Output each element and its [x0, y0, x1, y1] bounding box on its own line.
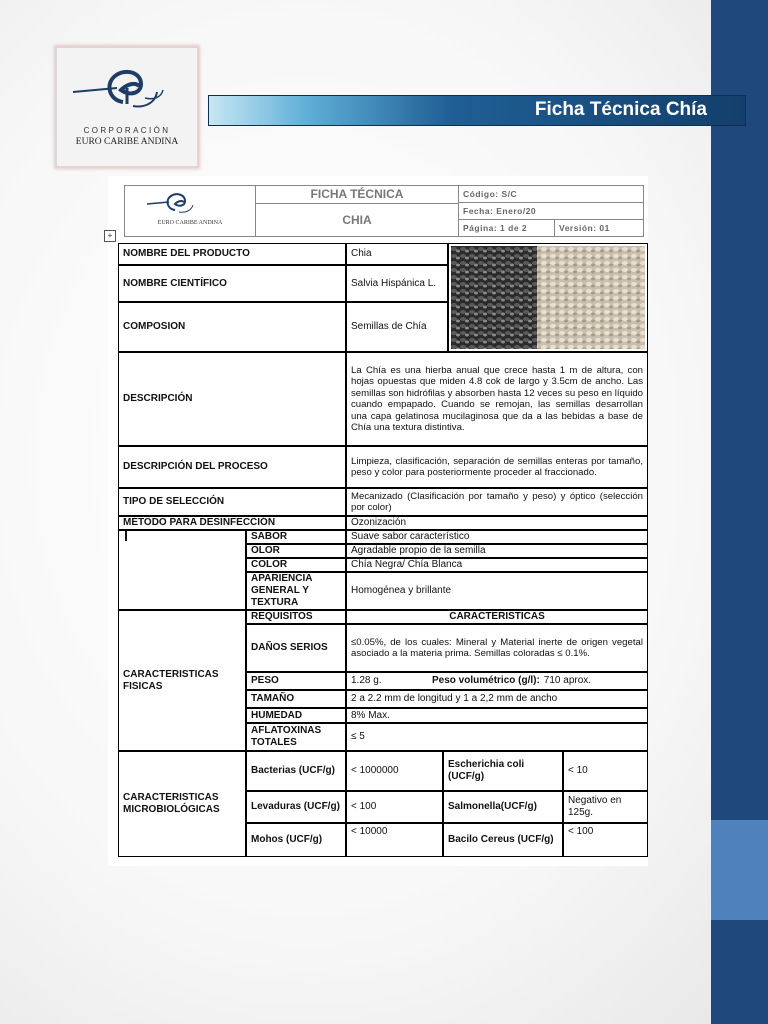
peso-label: PESO: [246, 672, 346, 690]
version-text: Versión: 01: [554, 220, 610, 236]
table-move-handle-icon[interactable]: +: [104, 230, 116, 242]
text-cursor: [125, 531, 127, 541]
spec-table: [118, 243, 648, 857]
logo-text-line1: CORPORACIÓN: [83, 126, 171, 135]
document-header: [124, 185, 644, 237]
micro-label: CARACTERISTICAS MICROBIOLÓGICAS: [118, 751, 246, 857]
header-product: CHIA: [342, 213, 372, 227]
requisitos-label: REQUISITOS: [246, 610, 346, 624]
header-logo-icon: [125, 186, 255, 236]
caracteristicas-label: CARACTERISTICAS: [346, 610, 648, 624]
composion-value: Semillas de Chía: [346, 302, 448, 352]
sensory-blank-cell: [118, 530, 246, 610]
levaduras-value: < 100: [346, 791, 443, 823]
proceso-label: DESCRIPCIÓN DEL PROCESO: [118, 446, 346, 488]
chia-seeds-image: [451, 246, 645, 349]
header-fecha: [459, 203, 643, 220]
seleccion-label: TIPO DE SELECCIÓN: [118, 488, 346, 516]
sabor-value: Suave sabor característico: [346, 530, 648, 544]
tamano-value: 2 a 2.2 mm de longitud y 1 a 2,2 mm de ancho: [346, 690, 648, 708]
sabor-label: SABOR: [246, 530, 346, 544]
aflatoxinas-value: ≤ 5: [346, 723, 648, 751]
fisicas-label: CARACTERISTICAS FISICAS: [118, 610, 246, 751]
logo-mark-icon: [57, 48, 197, 126]
salmonella-value: Negativo en 125g.: [563, 791, 648, 823]
header-title-block: [256, 186, 459, 236]
logo-text-line2: EURO CARIBE ANDINA: [75, 137, 179, 147]
company-logo: [56, 47, 198, 167]
olor-label: OLOR: [246, 544, 346, 558]
descripcion-label: DESCRIPCIÓN: [118, 352, 346, 446]
metodo-label: MÉTODO PARA DESINFECCIÓN: [118, 516, 346, 530]
escherichia-label: Escherichia coli (UCF/g): [443, 751, 563, 791]
escherichia-value: < 10: [563, 751, 648, 791]
aflatoxinas-label: AFLATOXINAS TOTALES: [246, 723, 346, 751]
bacilo-label: Bacilo Cereus (UCF/g): [443, 823, 563, 857]
pagina-text: Página: 1 de 2: [463, 223, 528, 233]
header-logo-text: EURO CARIBE ANDINA: [157, 220, 223, 226]
danos-value: ≤0.05%, de los cuales: Mineral y Material inerte de origen vegetal asociado a la materia prima. Semillas coloradas ≤ 0.1%.: [346, 624, 648, 672]
descripcion-value: La Chía es una hierba anual que crece hasta 1 m de altura, con hojas opuestas que miden 4.8 cok de largo y 3.5cm de ancho. Las semillas son hidrófilas y absorben hasta 12 veces su peso en líquido cuando empapado. Cuando se remojan, las semillas desarrollan una capa gelatinosa mucilaginosa que da a las bebidas a base de Chía una textura distintiva.: [346, 352, 648, 446]
metodo-value: Ozonización: [346, 516, 648, 530]
sidebar-decoration-light: [711, 820, 768, 920]
header-logo: [125, 186, 256, 236]
proceso-value: Limpieza, clasificación, separación de semillas enteras por tamaño, peso y color para posteriormente proceder al fraccionado.: [346, 446, 648, 488]
cientifico-label: NOMBRE CIENTÍFICO: [118, 265, 346, 302]
mohos-value: < 10000: [346, 823, 443, 857]
apariencia-value: Homogénea y brillante: [346, 572, 648, 610]
seleccion-value: Mecanizado (Clasificación por tamaño y peso) y óptico (selección por color): [346, 488, 648, 516]
bacilo-value: < 100: [563, 823, 648, 857]
bacterias-value: < 1000000: [346, 751, 443, 791]
apariencia-label: APARIENCIA GENERAL Y TEXTURA: [246, 572, 346, 610]
nombre-value: Chia: [346, 243, 448, 265]
peso-row: [346, 672, 648, 690]
page-title: Ficha Técnica Chía: [534, 99, 707, 120]
fecha-text: Fecha: Enero/20: [463, 206, 537, 216]
humedad-value: 8% Max.: [346, 708, 648, 723]
mohos-label: Mohos (UCF/g): [246, 823, 346, 857]
chia-seed-photo: [448, 243, 648, 352]
header-pagina: [459, 220, 643, 236]
title-bar: [208, 95, 746, 126]
bacterias-label: Bacterias (UCF/g): [246, 751, 346, 791]
composion-label: COMPOSION: [118, 302, 346, 352]
color-value: Chía Negra/ Chía Blanca: [346, 558, 648, 572]
peso-value: 1.28 g.: [351, 675, 382, 686]
olor-value: Agradable propio de la semilla: [346, 544, 648, 558]
cientifico-value: Salvia Hispánica L.: [346, 265, 448, 302]
color-label: COLOR: [246, 558, 346, 572]
tamano-label: TAMAÑO: [246, 690, 346, 708]
humedad-label: HUMEDAD: [246, 708, 346, 723]
salmonella-label: Salmonella(UCF/g): [443, 791, 563, 823]
levaduras-label: Levaduras (UCF/g): [246, 791, 346, 823]
codigo-text: Código: S/C: [463, 189, 518, 199]
peso-vol-value: 710 aprox.: [543, 675, 592, 686]
peso-vol-label: Peso volumétrico (g/l):: [432, 675, 540, 686]
header-codigo: [459, 186, 643, 203]
nombre-label: NOMBRE DEL PRODUCTO: [118, 243, 346, 265]
danos-label: DAÑOS SERIOS: [246, 624, 346, 672]
header-ficha: FICHA TÉCNICA: [256, 186, 458, 204]
sidebar-decoration-dark-bottom: [711, 920, 768, 1024]
